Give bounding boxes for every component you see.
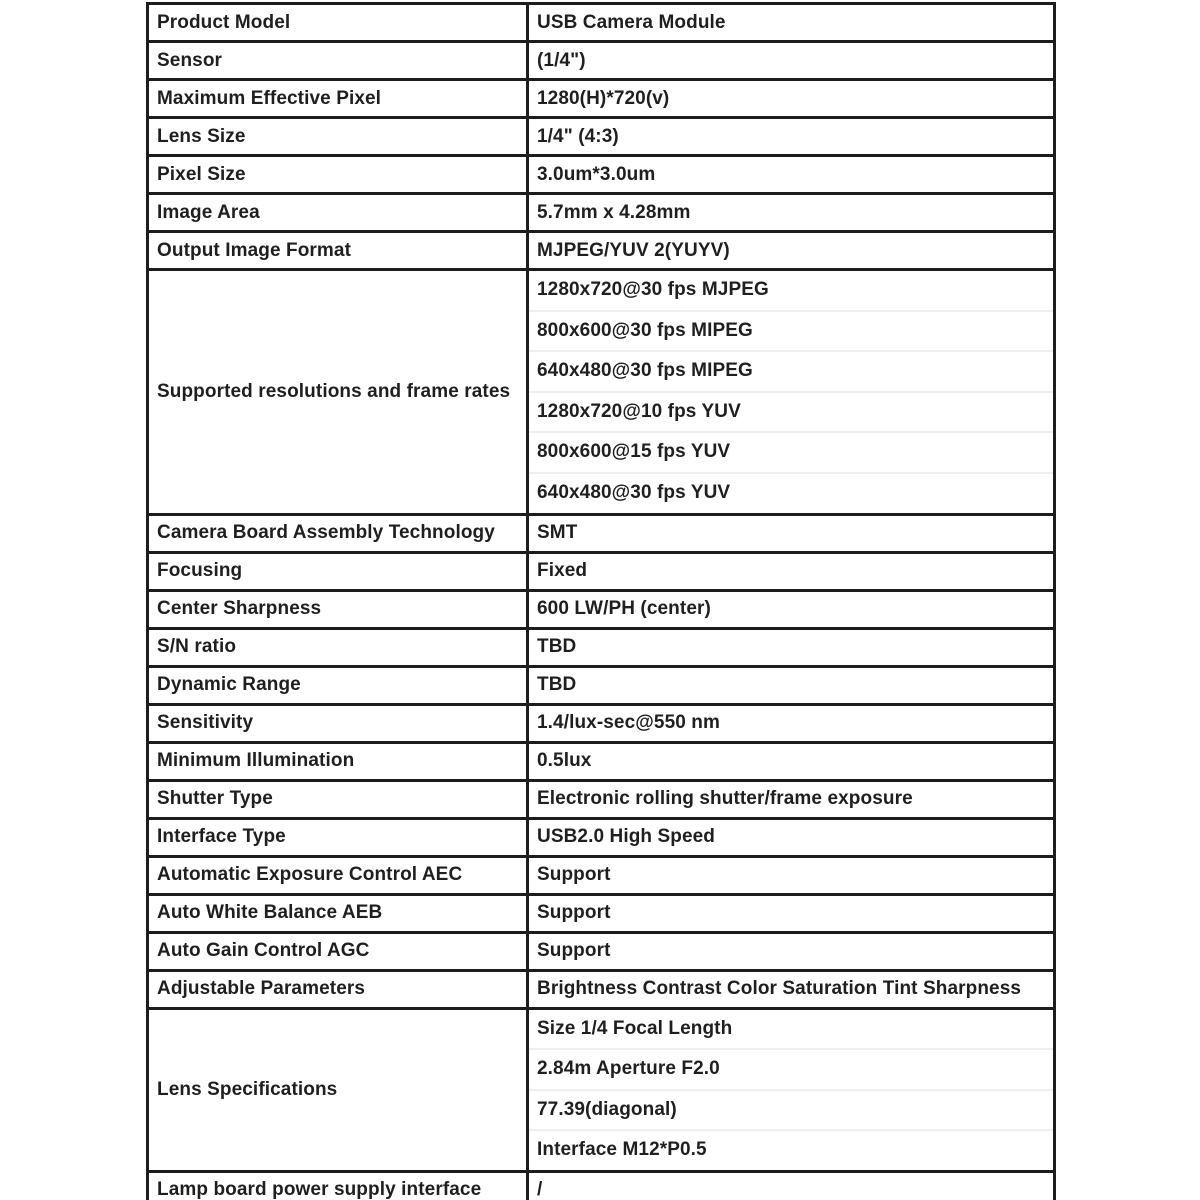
table-row (148, 742, 1055, 780)
table-row (148, 1008, 1055, 1171)
spec-label: Maximum Effective Pixel (148, 80, 528, 118)
table-row (148, 552, 1055, 590)
spec-label: Supported resolutions and frame rates (148, 270, 528, 515)
spec-value-line: 2.84m Aperture F2.0 (529, 1050, 1053, 1091)
spec-value: 600 LW/PH (center) (528, 590, 1055, 628)
spec-value-line: 1280x720@30 fps MJPEG (529, 271, 1053, 312)
table-row (148, 704, 1055, 742)
table-row (148, 970, 1055, 1008)
spec-value: 1/4" (4:3) (528, 118, 1055, 156)
spec-label: Product Model (148, 4, 528, 42)
spec-value: Electronic rolling shutter/frame exposure (528, 780, 1055, 818)
spec-value: Support (528, 856, 1055, 894)
spec-label: Sensitivity (148, 704, 528, 742)
spec-value: SMT (528, 514, 1055, 552)
spec-value (528, 270, 1055, 515)
spec-value: 0.5lux (528, 742, 1055, 780)
spec-value-line: 800x600@15 fps YUV (529, 433, 1053, 474)
spec-label: Output Image Format (148, 232, 528, 270)
table-row (148, 818, 1055, 856)
spec-value: Support (528, 932, 1055, 970)
table-row (148, 4, 1055, 42)
spec-label: Interface Type (148, 818, 528, 856)
spec-value: Fixed (528, 552, 1055, 590)
table-row (148, 590, 1055, 628)
spec-label: Auto Gain Control AGC (148, 932, 528, 970)
table-row (148, 894, 1055, 932)
spec-label: Image Area (148, 194, 528, 232)
spec-label: Pixel Size (148, 156, 528, 194)
table-row (148, 156, 1055, 194)
table-row (148, 666, 1055, 704)
spec-label: Lens Size (148, 118, 528, 156)
spec-label: Dynamic Range (148, 666, 528, 704)
table-row (148, 80, 1055, 118)
spec-label: Auto White Balance AEB (148, 894, 528, 932)
spec-value-line: 77.39(diagonal) (529, 1091, 1053, 1132)
spec-label: Adjustable Parameters (148, 970, 528, 1008)
spec-label: Center Sharpness (148, 590, 528, 628)
spec-value-line: 1280x720@10 fps YUV (529, 393, 1053, 434)
table-row (148, 270, 1055, 515)
table-row (148, 1171, 1055, 1200)
spec-value: 5.7mm x 4.28mm (528, 194, 1055, 232)
spec-value: Support (528, 894, 1055, 932)
spec-value: USB Camera Module (528, 4, 1055, 42)
spec-value: (1/4") (528, 42, 1055, 80)
spec-value: 1.4/lux-sec@550 nm (528, 704, 1055, 742)
spec-value-line: 640x480@30 fps YUV (537, 481, 731, 503)
spec-label: Lamp board power supply interface (148, 1171, 528, 1200)
table-row (148, 856, 1055, 894)
table-row (148, 780, 1055, 818)
table-row (148, 628, 1055, 666)
spec-table-body (148, 4, 1055, 1200)
spec-value-line: Size 1/4 Focal Length (529, 1010, 1053, 1051)
spec-value: TBD (528, 666, 1055, 704)
spec-label: S/N ratio (148, 628, 528, 666)
spec-label: Lens Specifications (148, 1008, 528, 1171)
spec-label: Minimum Illumination (148, 742, 528, 780)
spec-value: MJPEG/YUV 2(YUYV) (528, 232, 1055, 270)
table-row (148, 194, 1055, 232)
spec-value (528, 1008, 1055, 1171)
table-row (148, 932, 1055, 970)
spec-label: Sensor (148, 42, 528, 80)
table-row (148, 42, 1055, 80)
spec-value: 1280(H)*720(v) (528, 80, 1055, 118)
spec-value: / (528, 1171, 1055, 1200)
spec-value: Brightness Contrast Color Saturation Tint Sharpness (528, 970, 1055, 1008)
spec-label: Camera Board Assembly Technology (148, 514, 528, 552)
spec-value: USB2.0 High Speed (528, 818, 1055, 856)
spec-label: Automatic Exposure Control AEC (148, 856, 528, 894)
spec-value-line: 800x600@30 fps MIPEG (529, 312, 1053, 353)
spec-value: 3.0um*3.0um (528, 156, 1055, 194)
table-row (148, 232, 1055, 270)
table-row (148, 514, 1055, 552)
spec-label: Shutter Type (148, 780, 528, 818)
spec-value: TBD (528, 628, 1055, 666)
spec-value-line: Interface M12*P0.5 (537, 1139, 707, 1161)
spec-value-line: 640x480@30 fps MIPEG (529, 352, 1053, 393)
spec-label: Focusing (148, 552, 528, 590)
table-row (148, 118, 1055, 156)
spec-table (146, 2, 1056, 1200)
